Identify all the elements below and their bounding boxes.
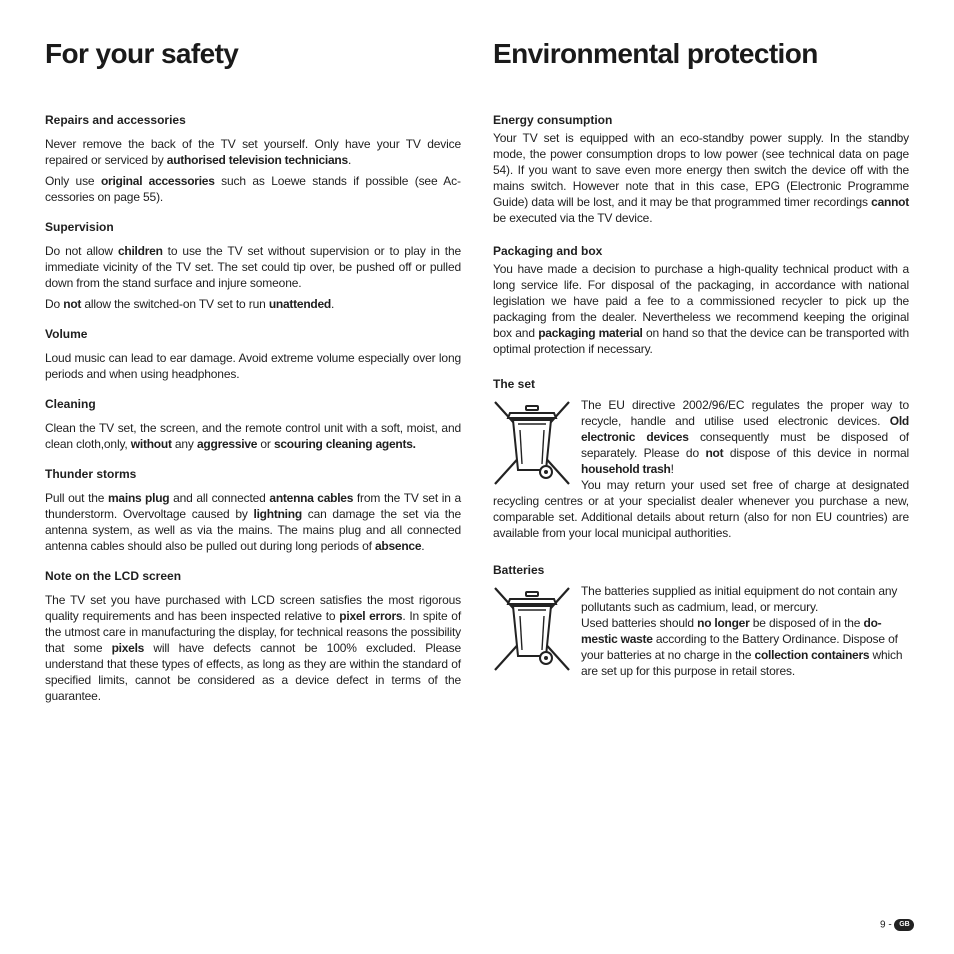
section-heading: Repairs and accessories — [45, 113, 186, 127]
section-paragraph: Only use original accessories such as Loewe stands if possible (see Accessories on page 55). — [45, 174, 461, 204]
crossed-out-wheelie-bin-icon — [493, 400, 571, 486]
section-paragraph: Do not allow the switched-on TV set to run unattended. — [45, 297, 335, 311]
language-badge: GB — [894, 919, 914, 931]
section-paragraph: Your TV set is equipped with an eco-standby power supply. In the standby mode, the power consumption drops to low power (see technical data on page 54). If you want to save even more energy then switch the device off with the mains switch. However note that in this case, EPG (Electronic Programme Guide) data will be lost, and it may be that programmed timer recordings cannot be executed via the TV device. — [493, 131, 909, 225]
section-heading: Thunder storms — [45, 467, 137, 481]
section-paragraph: Clean the TV set, the screen, and the remote control unit with a soft, moist, and clean cloth,only, without any aggressive or scouring cleaning agents. — [45, 421, 461, 451]
environment-sections — [493, 111, 909, 692]
section-paragraph: Pull out the mains plug and all connected antenna cables from the TV set in a thunderstorm. Overvoltage caused by lightning can damage the set via the antenna system, as well as via the mains. The mains plug and all connected antenna cables should also be pulled out during long periods of absence. — [45, 491, 461, 553]
crossed-out-battery-bin-icon — [493, 586, 571, 672]
section-heading: Batteries — [493, 563, 545, 577]
section-paragraph: You have made a decision to purchase a high-quality technical product with a long service life. For disposal of the packaging, in accordance with national legislation we have paid a fee to a commissioned recycler to pick up the packaging from the dealer. Nevertheless we recommend keeping the original box and packaging material on hand so that the device can be transported with optimal protection if necessary. — [493, 262, 910, 356]
section-energy — [493, 111, 909, 226]
the-set-body — [493, 397, 909, 541]
safety-sections — [45, 111, 461, 717]
section-heading: Packaging and box — [493, 244, 603, 258]
section-paragraph: Do not allow children to use the TV set without supervision or to play in the immediate vicinity of the TV set. The set could tip over, be pushed off or pulled down from the stand surface and injure someone. — [45, 244, 462, 290]
section-heading: Volume — [45, 327, 88, 341]
the-set-paragraph-1: The EU directive 2002/96/EC regulates the proper way to recycle, handle and utilise used electronic devices. Old electronic devices consequently must be disposed of separately. Please do not dispose of this device in normal household trash! — [581, 398, 909, 476]
batteries-body — [493, 583, 909, 679]
section-paragraph: The TV set you have purchased with LCD screen satisfies the most rigorous quality requirements and has been inspected relative to pixel errors. In spite of the utmost care in manufacturing the display, for technical reasons the possibility that some pixels will have defects cannot be 100% excluded. Please understand that these types of effects, as long as they are within the standard of specified limits, cannot be considered as a device defect in terms of the guarantee. — [45, 593, 461, 703]
section-thunder-storms — [45, 465, 461, 554]
section-the-set — [493, 375, 909, 541]
page-title-environment: Environmental protection — [493, 38, 818, 69]
section-cleaning — [45, 395, 461, 452]
section-note-on-the-lcd-screen — [45, 567, 461, 704]
section-volume — [45, 325, 461, 382]
section-heading: Supervision — [45, 220, 114, 234]
section-heading: Energy consumption — [493, 113, 613, 127]
section-repairs-and-accessories — [45, 111, 461, 205]
page-number: 9 - — [880, 919, 892, 931]
section-batteries — [493, 561, 909, 679]
section-heading: The set — [493, 377, 536, 391]
section-packaging — [493, 242, 909, 357]
section-heading: Note on the LCD screen — [45, 569, 182, 583]
section-paragraph: Loud music can lead to ear damage. Avoid extreme volume especially over long periods and when using headphones. — [45, 351, 461, 381]
batteries-paragraph: The batteries supplied as initial equipment do not contain any pollutants such as cadmium, lead, or mercury. Used batteries should no longer be disposed of in the domestic waste according to the Battery Ordinance. Dispose of your batteries at no charge in the collection containers which are set up for this purpose in retail stores. — [581, 584, 903, 678]
section-paragraph: Never remove the back of the TV set yourself. Only have your TV device repaired or serviced by authorised television technicians. — [45, 137, 461, 167]
section-supervision — [45, 218, 461, 312]
the-set-paragraph-2: You may return your used set free of charge at designated recycling centres or at your specialist dealer whenever you purchase a new, comparable set. Additional details about return (also for non EU countries) are available from your local municipal authorities. — [493, 478, 909, 540]
section-heading: Cleaning — [45, 397, 96, 411]
page-title-safety: For your safety — [45, 38, 239, 69]
page-footer — [880, 919, 914, 932]
